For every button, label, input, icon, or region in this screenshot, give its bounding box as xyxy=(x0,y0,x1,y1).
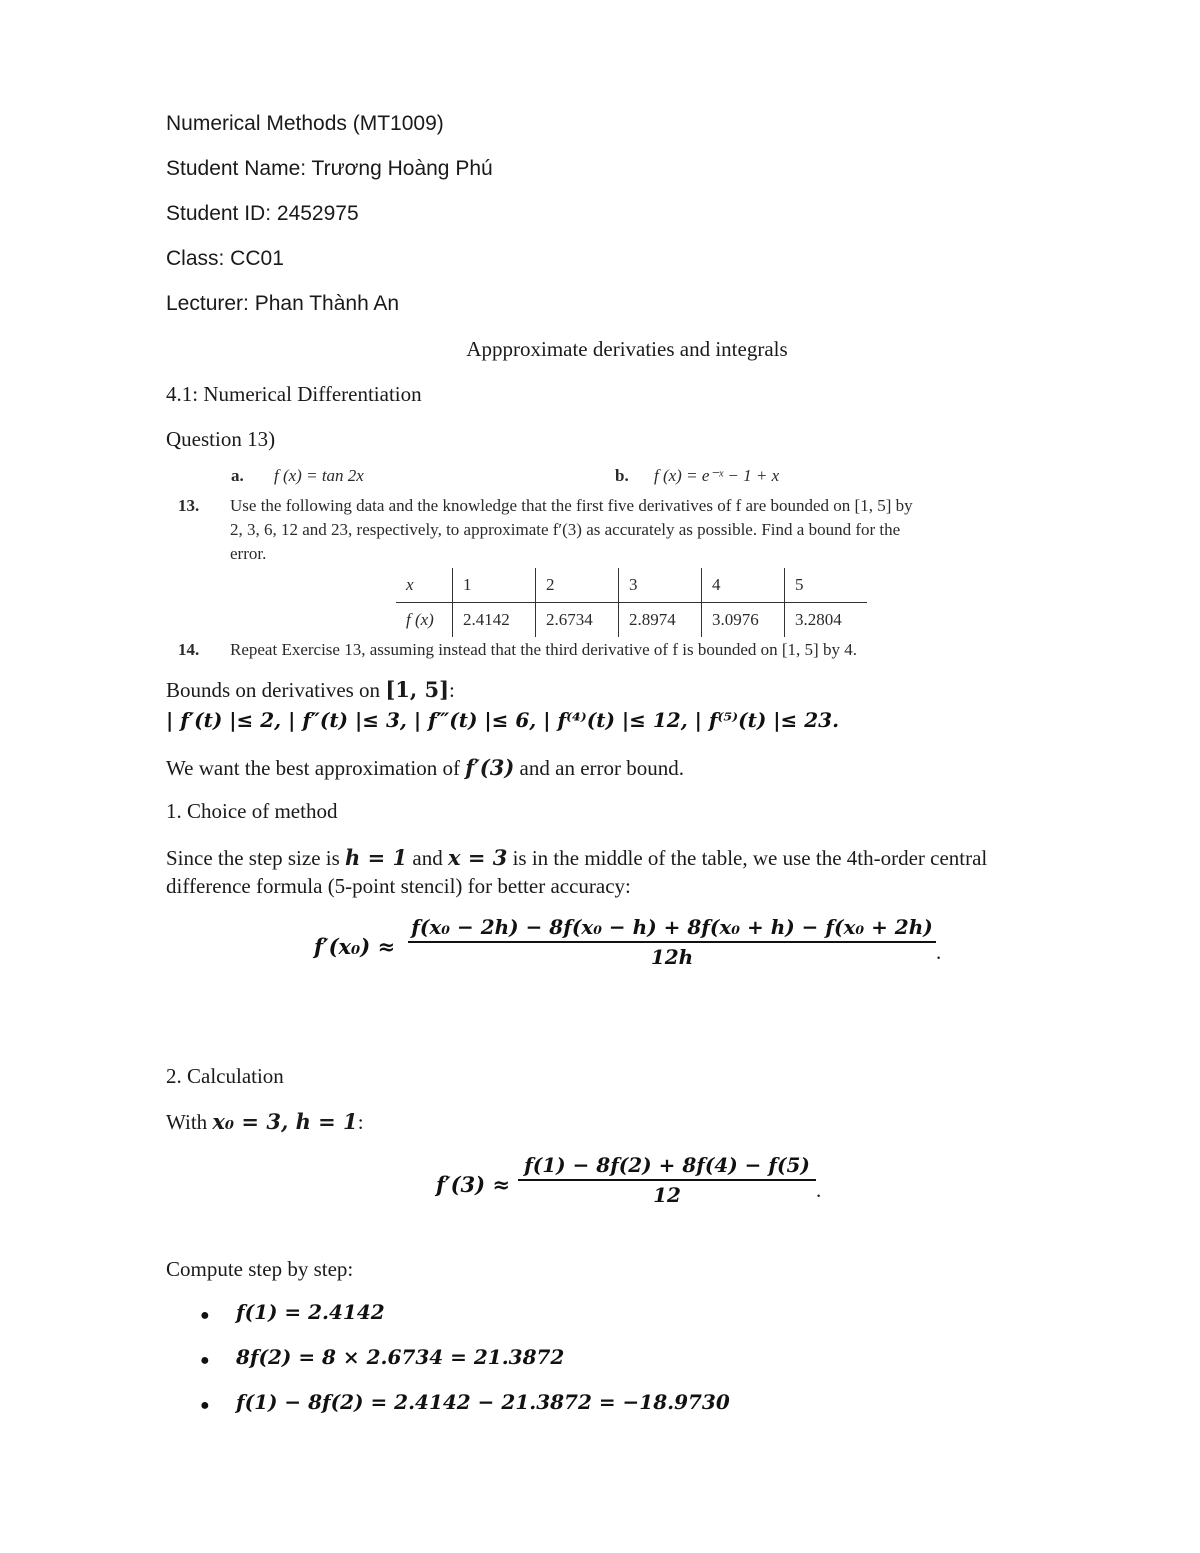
bullet-item: f(1) − 8f(2) = 2.4142 − 21.3872 = −18.9730 xyxy=(236,1390,730,1414)
want-math: f′(3) xyxy=(465,755,515,780)
formula1-lhs: f′(x₀) ≈ xyxy=(314,934,396,959)
bounds-line: | f′(t) |≤ 2, | f″(t) |≤ 3, | f‴(t) |≤ 6, | f⁽⁴⁾(t) |≤ 12, | f⁽⁵⁾(t) |≤ 23. xyxy=(166,708,840,732)
since-line2: difference formula (5-point stencil) for better accuracy: xyxy=(166,874,631,898)
item-b-label: b. xyxy=(615,466,629,485)
bounds-intro-text: Bounds on derivatives on xyxy=(166,678,386,702)
compute-intro: Compute step by step: xyxy=(166,1257,354,1281)
q14-text: Repeat Exercise 13, assuming instead that the third derivative of f is bounded on [1, 5] by 4. xyxy=(230,640,857,659)
textbook-excerpt xyxy=(178,462,1048,667)
since-and: and xyxy=(407,846,448,870)
formula1-fraction xyxy=(408,915,936,969)
table-cell: 5 xyxy=(785,568,868,603)
formula1-denominator: 12h xyxy=(650,945,694,969)
with-math: x₀ = 3, h = 1 xyxy=(212,1109,358,1134)
formula1-period: . xyxy=(936,940,942,964)
table-cell: 4 xyxy=(702,568,785,603)
bounds-intro xyxy=(166,677,455,703)
want-post: and an error bound. xyxy=(514,756,684,780)
formula1-numerator: f(x₀ − 2h) − 8f(x₀ − h) + 8f(x₀ + h) − f(x₀ + 2h) xyxy=(411,915,933,939)
student-id: Student ID: 2452975 xyxy=(166,202,359,225)
fraction-bar xyxy=(408,941,936,943)
bounds-interval: [1, 5] xyxy=(385,677,450,702)
document-title: Appproximate derivaties and integrals xyxy=(466,337,788,361)
step1-heading: 1. Choice of method xyxy=(166,799,338,823)
item-b-function: f (x) = e⁻ˣ − 1 + x xyxy=(654,466,780,485)
item-a-function: f (x) = tan 2x xyxy=(274,466,364,485)
since-line1 xyxy=(166,845,987,871)
bullet-item: 8f(2) = 8 × 2.6734 = 21.3872 xyxy=(236,1345,565,1369)
table-header-x: x xyxy=(396,568,453,603)
since-h: h = 1 xyxy=(345,845,408,870)
since-x: x = 3 xyxy=(447,845,508,870)
table-cell: 2 xyxy=(536,568,619,603)
table-cell: 3 xyxy=(619,568,702,603)
table-cell: 1 xyxy=(453,568,536,603)
since-post: is in the middle of the table, we use the 4th-order central xyxy=(507,846,988,870)
q13-line3: error. xyxy=(230,544,267,563)
bounds-colon: : xyxy=(449,678,455,702)
bullet-dot: ● xyxy=(200,1352,210,1369)
q14-number: 14. xyxy=(178,640,200,659)
with-line xyxy=(166,1109,364,1135)
table-row-fx xyxy=(396,603,867,638)
with-post: : xyxy=(357,1110,364,1134)
bullet-item: f(1) = 2.4142 xyxy=(236,1300,385,1324)
table-cell: 2.4142 xyxy=(453,603,536,638)
table-cell: 2.6734 xyxy=(536,603,619,638)
course-title: Numerical Methods (MT1009) xyxy=(166,112,444,135)
formula2-period: . xyxy=(816,1178,822,1202)
formula2-fraction xyxy=(518,1153,816,1207)
want-pre: We want the best approximation of xyxy=(166,756,466,780)
fraction-bar xyxy=(518,1179,816,1181)
since-pre: Since the step size is xyxy=(166,846,346,870)
table-header-fx: f (x) xyxy=(406,610,434,629)
step2-heading: 2. Calculation xyxy=(166,1064,284,1088)
q13-line2: 2, 3, 6, 12 and 23, respectively, to approximate f′(3) as accurately as possible. Find a bound for the xyxy=(230,520,901,539)
table-row-x xyxy=(396,568,867,603)
formula2-denominator: 12 xyxy=(653,1183,681,1207)
bullet-dot: ● xyxy=(200,1307,210,1324)
formula2-lhs: f′(3) ≈ xyxy=(436,1172,510,1197)
section-heading: 4.1: Numerical Differentiation xyxy=(166,382,422,406)
bullet-dot: ● xyxy=(200,1397,210,1414)
table-cell: 3.2804 xyxy=(785,603,868,638)
want-sentence xyxy=(166,755,684,781)
with-pre: With xyxy=(166,1110,213,1134)
lecturer-label: Lecturer: Phan Thành An xyxy=(166,292,400,315)
class-label: Class: CC01 xyxy=(166,247,284,270)
data-table xyxy=(396,568,867,637)
question-label: Question 13) xyxy=(166,427,276,451)
q13-line1: Use the following data and the knowledge that the first five derivatives of f are bounded on [1, 5] by xyxy=(230,496,913,515)
item-a-label: a. xyxy=(231,466,244,485)
table-cell: 2.8974 xyxy=(619,603,702,638)
student-name: Student Name: Trương Hoàng Phú xyxy=(166,157,493,180)
table-cell: 3.0976 xyxy=(702,603,785,638)
formula2-numerator: f(1) − 8f(2) + 8f(4) − f(5) xyxy=(524,1153,810,1177)
q13-number: 13. xyxy=(178,496,200,515)
